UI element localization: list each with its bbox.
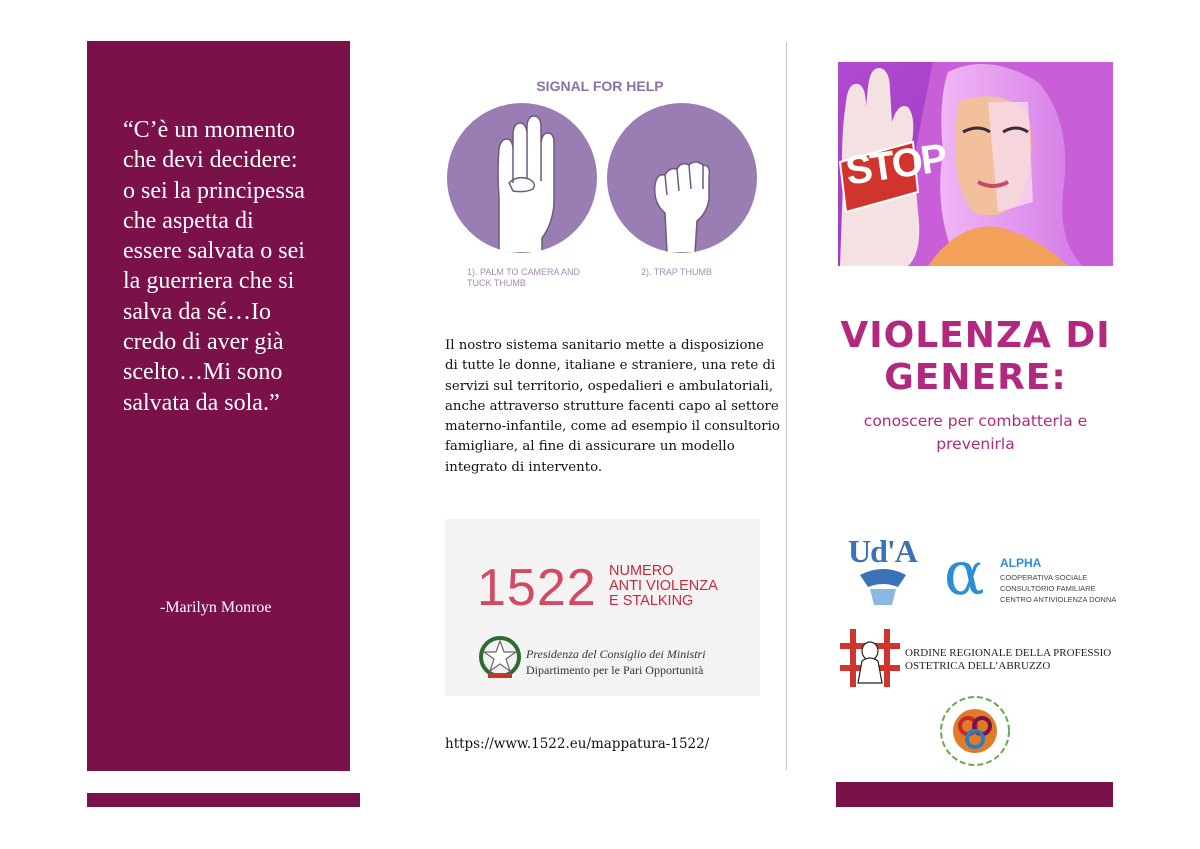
alpha-logo-icon: α [944, 539, 985, 609]
stop-sign-text: STOP [843, 136, 949, 194]
quote-author: -Marilyn Monroe [160, 599, 272, 616]
panel-divider [786, 42, 787, 770]
alpha-line-3: CENTRO ANTIVIOLENZA DONNA [1000, 595, 1117, 604]
mappatura-link[interactable]: https://www.1522.eu/mappatura-1522/ [445, 736, 710, 752]
alpha-line-1: COOPERATIVA SOCIALE [1000, 573, 1088, 582]
ordine-logo-icon [840, 629, 900, 691]
fist-hand-icon [607, 103, 757, 253]
hotline-number: 1522 [477, 559, 597, 617]
subtitle: conoscere per combatterla e prevenirla [863, 412, 1088, 453]
quote-text: “C’è un momento che devi decidere: o sei la principessa che aspetta di essere salvata o sei la guerriera che si salva da sé…Io credo di aver già scelto…Mi sono salvata da sola.” [123, 117, 305, 416]
dipartimento-label: Dipartimento per le Pari Opportunità [526, 663, 704, 677]
right-footer-bar [836, 782, 1113, 807]
body-paragraph: Il nostro sistema sanitario mette a disposizione di tutte le donne, italiane e straniere, una rete di servizi sul territorio, ospedalieri e ambulatoriali, anche attraverso strutture facenti capo al settore materno-infantile, come ad esempio il consultorio famigliare, al fine di assicurare un modello integrato di intervento. [445, 338, 780, 475]
signal-title: SIGNAL FOR HELP [536, 78, 664, 94]
hotline-tag-line-3: E STALKING [609, 593, 694, 609]
alpha-name: ALPHA [1000, 556, 1042, 570]
presidenza-label: Presidenza del Consiglio dei Ministri [526, 647, 706, 661]
hotline-tag-line-2: ANTI VIOLENZA [609, 578, 718, 594]
italian-emblem-icon [478, 633, 522, 685]
uda-logo-text: Ud'A [848, 533, 917, 569]
left-footer-bar [87, 793, 360, 807]
caption-step-2: 2). TRAP THUMB [641, 267, 713, 277]
hotline-tagline [609, 564, 718, 609]
palm-hand-icon [447, 103, 597, 253]
asl-logo-icon [930, 690, 1020, 776]
caption-step-1: 1). PALM TO CAMERA AND TUCK THUMB [467, 267, 581, 288]
main-title: VIOLENZA DI GENERE: [840, 315, 1111, 398]
ordine-line-2: OSTETRICA DELL’ABRUZZO [905, 660, 1051, 672]
alpha-line-2: CONSULTORIO FAMILIARE [1000, 584, 1096, 593]
ordine-line-1: ORDINE REGIONALE DELLA PROFESSIO [905, 647, 1112, 659]
hotline-tag-line-1: NUMERO [609, 563, 674, 579]
